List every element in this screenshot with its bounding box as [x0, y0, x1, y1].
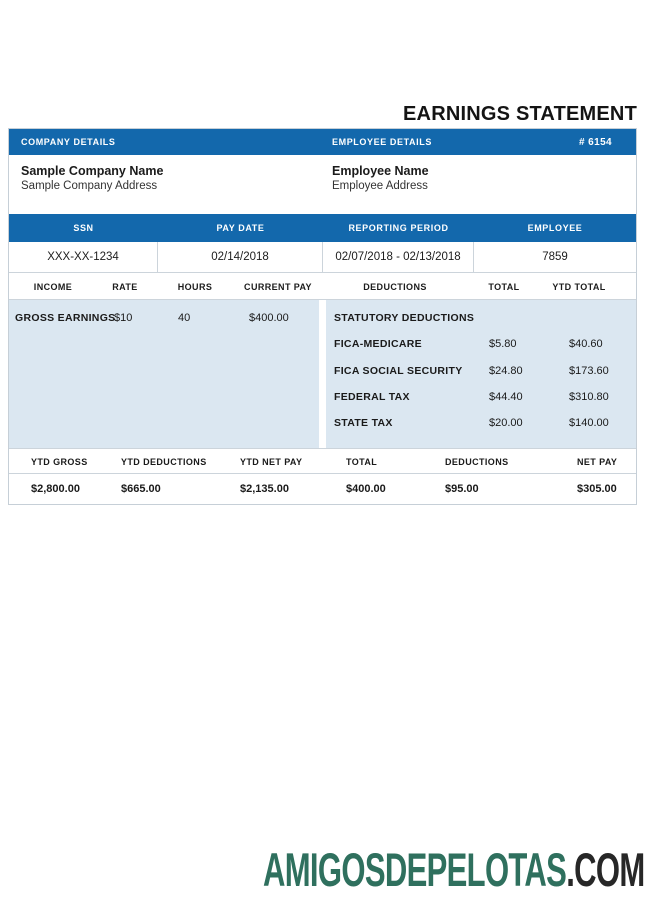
- fica-medicare-total: $5.80: [489, 338, 517, 350]
- summary-values-row: [9, 474, 636, 504]
- net-pay-header: NET PAY: [577, 457, 618, 467]
- employee-number-header: EMPLOYEE: [527, 223, 583, 233]
- site-logo-suffix: .COM: [566, 843, 645, 896]
- details-header-bar: [9, 129, 636, 155]
- earnings-deductions-panel: [9, 300, 636, 449]
- deductions-value: $95.00: [445, 483, 479, 495]
- summary-header-row: [9, 449, 636, 474]
- state-tax-total: $20.00: [489, 417, 523, 429]
- site-logo: [263, 842, 645, 897]
- ytd-gross-value: $2,800.00: [31, 483, 80, 495]
- employee-details-label: EMPLOYEE DETAILS: [332, 137, 432, 147]
- company-details-block: [21, 164, 163, 192]
- state-tax-label: STATE TAX: [334, 417, 393, 429]
- gross-earnings-label: GROSS EARNINGS: [15, 312, 116, 324]
- ytd-total-column-header: YTD TOTAL: [552, 282, 606, 292]
- current-pay-column-header: CURRENT PAY: [244, 282, 312, 292]
- pay-date-value: 02/14/2018: [158, 242, 323, 272]
- gross-earnings-current-pay: $400.00: [249, 312, 289, 324]
- employee-name: Employee Name: [332, 164, 429, 178]
- gross-earnings-rate: $10: [114, 312, 133, 324]
- info-values-row: [9, 242, 636, 273]
- company-details-label: COMPANY DETAILS: [21, 137, 116, 147]
- ytd-net-pay-header: YTD NET PAY: [240, 457, 303, 467]
- total-value: $400.00: [346, 483, 386, 495]
- reporting-period-header: REPORTING PERIOD: [348, 223, 449, 233]
- company-address: Sample Company Address: [21, 180, 158, 192]
- deductions-header: DEDUCTIONS: [445, 457, 509, 467]
- deductions-column-header: DEDUCTIONS: [363, 282, 427, 292]
- fica-medicare-ytd: $40.60: [569, 338, 603, 350]
- earnings-column-headers: [9, 273, 636, 300]
- federal-tax-label: FEDERAL TAX: [334, 391, 410, 403]
- site-logo-text: AMIGOSDEPELOTAS: [263, 843, 567, 896]
- info-header-bar: [9, 214, 636, 242]
- statement-number: # 6154: [579, 136, 612, 148]
- earnings-statement-document: [8, 128, 637, 505]
- company-name: Sample Company Name: [21, 164, 164, 178]
- fica-social-security-total: $24.80: [489, 365, 523, 377]
- fica-social-security-ytd: $173.60: [569, 365, 609, 377]
- employee-details-block: [332, 164, 429, 192]
- net-pay-value: $305.00: [577, 483, 617, 495]
- hours-column-header: HOURS: [177, 282, 213, 292]
- total-header: TOTAL: [346, 457, 378, 467]
- ytd-net-pay-value: $2,135.00: [240, 483, 289, 495]
- ssn-header: SSN: [73, 223, 94, 233]
- employee-address: Employee Address: [332, 180, 428, 192]
- federal-tax-total: $44.40: [489, 391, 523, 403]
- ssn-value: XXX-XX-1234: [9, 242, 158, 272]
- state-tax-ytd: $140.00: [569, 417, 609, 429]
- ytd-gross-header: YTD GROSS: [31, 457, 88, 467]
- ytd-deductions-header: YTD DEDUCTIONS: [121, 457, 207, 467]
- details-section: [9, 155, 636, 214]
- gross-earnings-hours: 40: [178, 312, 191, 324]
- fica-medicare-label: FICA-MEDICARE: [334, 338, 422, 350]
- deductions-panel: [326, 300, 636, 448]
- income-column-header: INCOME: [33, 282, 73, 292]
- statutory-deductions-title: STATUTORY DEDUCTIONS: [334, 312, 475, 324]
- total-column-header: TOTAL: [488, 282, 520, 292]
- rate-column-header: RATE: [112, 282, 138, 292]
- fica-social-security-label: FICA SOCIAL SECURITY: [334, 365, 463, 377]
- page-title: EARNINGS STATEMENT: [403, 103, 637, 125]
- federal-tax-ytd: $310.80: [569, 391, 609, 403]
- panel-divider: [319, 300, 326, 448]
- reporting-period-value: 02/07/2018 - 02/13/2018: [323, 242, 474, 272]
- pay-date-header: PAY DATE: [216, 223, 265, 233]
- employee-number-value: 7859: [542, 251, 568, 263]
- income-panel: [9, 300, 319, 448]
- ytd-deductions-value: $665.00: [121, 483, 161, 495]
